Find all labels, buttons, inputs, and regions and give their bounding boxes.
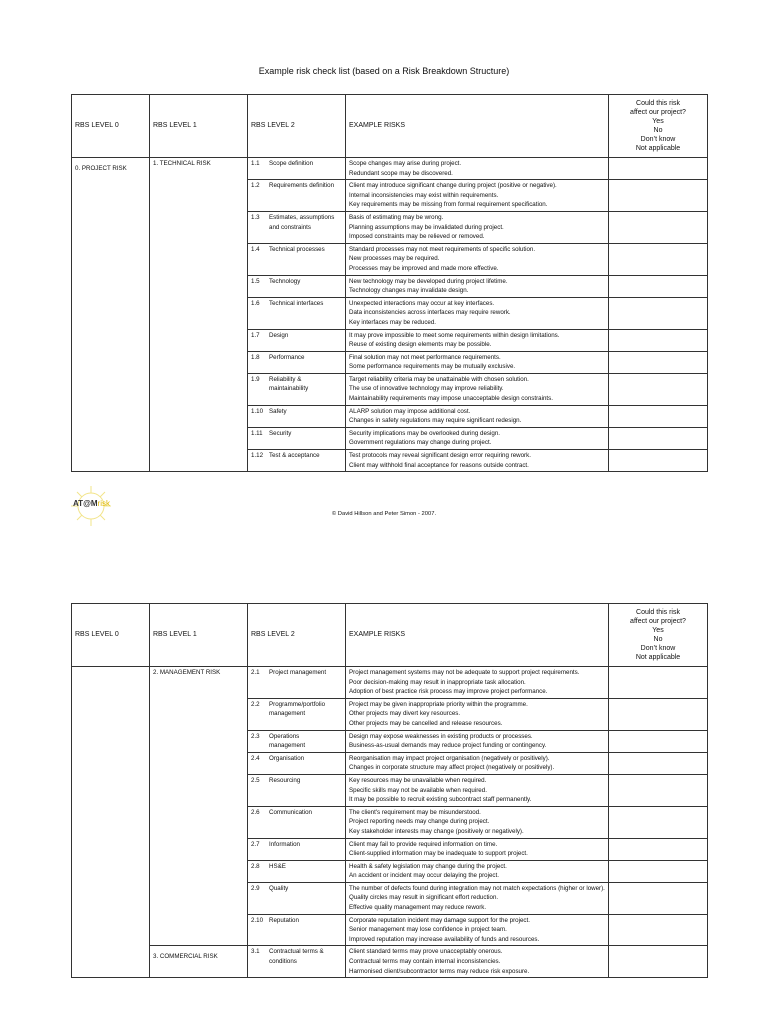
risk-table-2 xyxy=(71,603,708,978)
answer-cell xyxy=(609,158,708,180)
rbs-level-2-category: Contractual terms & conditions xyxy=(269,948,324,966)
example-risks-cell xyxy=(346,914,609,946)
example-risk-text: Improved reputation may increase availability of funds and resources. xyxy=(349,935,540,943)
example-risk-text: Quality circles may result in significant effort reduction. xyxy=(349,894,499,902)
answer-cell xyxy=(609,211,708,243)
example-risk-text: Client may fail to provide required information on time. xyxy=(349,840,498,848)
rbs-level-2-number: 2.4 xyxy=(251,754,260,762)
example-risk-text: Planning assumptions may be invalidated during project. xyxy=(349,223,504,231)
header-question-line: affect our project? xyxy=(630,618,686,625)
example-risk-text: Harmonised client/subcontractor terms may reduce risk exposure. xyxy=(349,967,530,975)
example-risk-text: New processes may be required. xyxy=(349,255,440,263)
rbs-level-2-category: Programme/portfolio management xyxy=(269,700,326,718)
example-risk-text: It may be possible to recruit existing subcontract staff permanently. xyxy=(349,796,532,804)
rbs-level-2-cell xyxy=(248,946,346,978)
answer-cell xyxy=(609,180,708,212)
example-risk-text: Effective quality management may reduce rework. xyxy=(349,904,487,912)
rbs-level-2-cell xyxy=(248,180,346,212)
example-risk-text: Data inconsistencies across interfaces may require rework. xyxy=(349,309,511,317)
example-risks-cell xyxy=(346,730,609,752)
rbs-level-1-label: 1. TECHNICAL RISK xyxy=(153,160,211,167)
rbs-level-2-category: Requirements definition xyxy=(269,182,335,190)
table-header-row xyxy=(72,95,708,158)
example-risk-text: Final solution may not meet performance requirements. xyxy=(349,353,501,361)
rbs-level-2-cell xyxy=(248,860,346,882)
example-risk-text: Client-supplied information may be inadequate to support project. xyxy=(349,850,528,858)
example-risk-text: Client may withhold final acceptance for reasons outside contract. xyxy=(349,461,529,469)
example-risk-text: Corporate reputation incident may damage support for the project. xyxy=(349,916,530,924)
answer-cell xyxy=(609,774,708,806)
example-risk-text: Adoption of best practice risk process may improve project performance. xyxy=(349,688,548,696)
example-risk-text: Basis of estimating may be wrong. xyxy=(349,213,444,221)
example-risks-cell xyxy=(346,373,609,405)
document-title: Example risk check list (based on a Risk Breakdown Structure) xyxy=(258,66,510,76)
header-rbs-level-0: RBS LEVEL 0 xyxy=(72,604,150,667)
example-risks-cell xyxy=(346,882,609,914)
rbs-level-2-cell xyxy=(248,838,346,860)
rbs-level-2-category: Quality xyxy=(269,884,289,892)
rbs-level-2-cell xyxy=(248,752,346,774)
rbs-level-2-number: 2.10 xyxy=(251,916,264,924)
example-risks-cell xyxy=(346,806,609,838)
example-risk-text: It may prove impossible to meet some requirements within design limitations. xyxy=(349,331,560,339)
answer-cell xyxy=(609,275,708,297)
header-rbs-level-0: RBS LEVEL 0 xyxy=(72,95,150,158)
example-risk-text: Target reliability criteria may be unattainable with chosen solution. xyxy=(349,375,529,383)
rbs-level-2-category: Performance xyxy=(269,353,305,361)
example-risk-text: Contractual terms may contain internal inconsistencies. xyxy=(349,958,501,966)
example-risk-text: Some performance requirements may be mutually exclusive. xyxy=(349,363,516,371)
rbs-level-2-category: Technical interfaces xyxy=(269,299,324,307)
header-rbs-level-2: RBS LEVEL 2 xyxy=(248,604,346,667)
rbs-level-2-cell xyxy=(248,275,346,297)
rbs-level-2-cell xyxy=(248,450,346,472)
example-risks-cell xyxy=(346,752,609,774)
rbs-level-2-number: 1.8 xyxy=(251,353,260,361)
rbs-level-1-label: 2. MANAGEMENT RISK xyxy=(153,669,221,676)
example-risk-text: The number of defects found during integration may not match expectations (higher or lower). xyxy=(349,884,605,892)
example-risk-text: Specific skills may not be available when required. xyxy=(349,786,487,794)
example-risks-cell xyxy=(346,946,609,978)
example-risk-text: Technology changes may invalidate design. xyxy=(349,287,469,295)
example-risks-cell xyxy=(346,774,609,806)
answer-cell xyxy=(609,806,708,838)
table-row xyxy=(72,667,708,699)
header-rbs-level-2: RBS LEVEL 2 xyxy=(248,95,346,158)
answer-cell xyxy=(609,860,708,882)
header-question-line: Could this risk xyxy=(636,609,680,616)
rbs-level-2-cell xyxy=(248,211,346,243)
header-question-line: Don’t know xyxy=(640,645,676,652)
example-risks-cell xyxy=(346,243,609,275)
example-risk-text: Changes in corporate structure may affect project (negatively or positively). xyxy=(349,764,555,772)
rbs-level-2-number: 2.5 xyxy=(251,776,260,784)
example-risks-cell xyxy=(346,427,609,449)
answer-cell xyxy=(609,329,708,351)
logo-wordmark xyxy=(73,499,110,508)
rbs-level-2-category: Reputation xyxy=(269,916,299,924)
rbs-level-1-cell xyxy=(150,667,248,946)
header-question-line: No xyxy=(653,127,663,134)
rbs-level-1-cell xyxy=(150,158,248,472)
rbs-level-2-number: 1.6 xyxy=(251,299,260,307)
example-risk-text: Key resources may be unavailable when required. xyxy=(349,776,487,784)
example-risks-cell xyxy=(346,450,609,472)
example-risk-text: Redundant scope may be discovered. xyxy=(349,169,453,177)
table-header-row xyxy=(72,604,708,667)
answer-cell xyxy=(609,698,708,730)
example-risks-cell xyxy=(346,297,609,329)
example-risks-cell xyxy=(346,158,609,180)
example-risk-text: Client standard terms may prove unacceptably onerous. xyxy=(349,948,503,956)
rbs-level-2-category: Safety xyxy=(269,407,287,415)
rbs-level-2-number: 1.10 xyxy=(251,407,264,415)
rbs-level-2-number: 1.4 xyxy=(251,245,260,253)
example-risks-cell xyxy=(346,351,609,373)
answer-cell xyxy=(609,752,708,774)
header-question-line: Don’t know xyxy=(640,136,676,143)
rbs-level-2-category: Design xyxy=(269,331,289,339)
example-risks-cell xyxy=(346,275,609,297)
example-risk-text: Processes may be improved and made more effective. xyxy=(349,264,499,272)
rbs-level-2-number: 2.6 xyxy=(251,808,260,816)
rbs-level-2-cell xyxy=(248,698,346,730)
copyright-footer: © David Hillson and Peter Simon - 2007. xyxy=(331,511,437,517)
example-risk-text: Imposed constraints may be relieved or removed. xyxy=(349,233,485,241)
example-risk-text: Scope changes may arise during project. xyxy=(349,160,462,167)
header-question-line: Yes xyxy=(652,627,664,634)
example-risk-text: Senior management may lose confidence in project team. xyxy=(349,926,507,934)
header-question xyxy=(609,604,708,667)
example-risks-cell xyxy=(346,329,609,351)
rbs-level-2-category: Organisation xyxy=(269,754,305,762)
rbs-level-2-category: Resourcing xyxy=(269,776,301,784)
example-risk-text: Internal inconsistencies may exist within requirements. xyxy=(349,191,499,199)
rbs-level-2-number: 2.1 xyxy=(251,669,260,676)
rbs-level-2-category: HS&E xyxy=(269,862,286,870)
example-risks-cell xyxy=(346,405,609,427)
example-risks-cell xyxy=(346,180,609,212)
example-risks-cell xyxy=(346,667,609,699)
header-question-line: Not applicable xyxy=(635,145,681,152)
risk-table-1 xyxy=(71,94,708,472)
example-risk-text: Security implications may be overlooked during design. xyxy=(349,429,500,437)
rbs-level-2-number: 2.3 xyxy=(251,732,260,740)
rbs-level-1-cell xyxy=(150,946,248,978)
example-risk-text: Project reporting needs may change during project. xyxy=(349,818,490,826)
answer-cell xyxy=(609,427,708,449)
rbs-level-2-cell xyxy=(248,774,346,806)
header-rbs-level-1: RBS LEVEL 1 xyxy=(150,95,248,158)
example-risk-text: Government regulations may change during project. xyxy=(349,439,492,447)
example-risk-text: New technology may be developed during project lifetime. xyxy=(349,277,508,285)
rbs-level-2-category: Security xyxy=(269,429,292,437)
example-risk-text: Health & safety legislation may change during the project. xyxy=(349,862,507,870)
example-risk-text: Business-as-usual demands may reduce project funding or contingency. xyxy=(349,742,547,750)
logo-sub-text: risk xyxy=(97,499,110,508)
example-risk-text: Key interfaces may be reduced. xyxy=(349,318,437,326)
rbs-level-2-number: 2.8 xyxy=(251,862,260,870)
rbs-level-2-category: Test & acceptance xyxy=(269,452,320,460)
header-question-line: Not applicable xyxy=(635,654,681,661)
rbs-level-2-number: 1.3 xyxy=(251,213,260,221)
rbs-level-2-number: 1.7 xyxy=(251,331,260,339)
rbs-level-0-cell xyxy=(72,667,150,978)
rbs-level-2-cell xyxy=(248,427,346,449)
example-risk-text: An accident or incident may occur delaying the project. xyxy=(349,872,499,880)
rbs-level-2-number: 1.5 xyxy=(251,277,260,285)
rbs-level-2-cell xyxy=(248,730,346,752)
answer-cell xyxy=(609,838,708,860)
example-risk-text: Client may introduce significant change during project (positive or negative). xyxy=(349,182,557,190)
rbs-level-2-category: Communication xyxy=(269,808,312,816)
example-risk-text: Project management systems may not be adequate to support project requirements. xyxy=(349,669,580,676)
answer-cell xyxy=(609,730,708,752)
example-risk-text: The client's requirement may be misunderstood. xyxy=(349,808,481,816)
rbs-level-2-cell xyxy=(248,405,346,427)
rbs-level-2-number: 1.9 xyxy=(251,375,260,383)
example-risks-cell xyxy=(346,838,609,860)
rbs-level-2-cell xyxy=(248,806,346,838)
example-risk-text: Other projects may be cancelled and release resources. xyxy=(349,719,503,727)
answer-cell xyxy=(609,405,708,427)
rbs-level-2-cell xyxy=(248,882,346,914)
rbs-level-2-cell xyxy=(248,351,346,373)
answer-cell xyxy=(609,297,708,329)
table-row xyxy=(72,158,708,180)
example-risk-text: Design may expose weaknesses in existing products or processes. xyxy=(349,732,533,740)
rbs-level-2-category: Estimates, assumptions and constraints xyxy=(269,213,335,231)
rbs-level-2-category: Operations management xyxy=(269,732,306,750)
rbs-level-2-cell xyxy=(248,297,346,329)
rbs-level-2-number: 1.12 xyxy=(251,452,264,460)
rbs-level-0-cell: 0. PROJECT RISK xyxy=(72,158,150,472)
rbs-level-2-number: 1.11 xyxy=(251,429,263,437)
rbs-level-2-cell xyxy=(248,329,346,351)
rbs-level-1-label: 3. COMMERCIAL RISK xyxy=(153,953,218,961)
rbs-level-2-cell xyxy=(248,158,346,180)
rbs-level-2-cell xyxy=(248,914,346,946)
rbs-level-2-cell xyxy=(248,667,346,699)
rbs-level-2-category: Technology xyxy=(269,277,301,285)
example-risk-text: The use of innovative technology may improve reliability. xyxy=(349,385,504,393)
example-risk-text: Standard processes may not meet requirements of specific solution. xyxy=(349,245,536,253)
answer-cell xyxy=(609,243,708,275)
rbs-level-2-cell xyxy=(248,373,346,405)
table-row xyxy=(72,946,708,978)
answer-cell xyxy=(609,882,708,914)
header-question-line: No xyxy=(653,636,663,643)
header-question-line: affect our project? xyxy=(630,109,686,116)
rbs-level-2-category: Reliability & maintainability xyxy=(269,375,309,393)
header-question-line: Yes xyxy=(652,118,664,125)
rbs-level-2-number: 1.2 xyxy=(251,182,260,190)
answer-cell xyxy=(609,450,708,472)
example-risk-text: ALARP solution may impose additional cost. xyxy=(349,407,471,415)
example-risk-text: Poor decision-making may result in inappropriate task allocation. xyxy=(349,678,526,686)
example-risk-text: Test protocols may reveal significant design error requiring rework. xyxy=(349,452,531,460)
example-risk-text: Maintainability requirements may impose unacceptable design constraints. xyxy=(349,395,553,403)
rbs-level-2-category: Project management xyxy=(269,669,327,676)
header-example-risks: EXAMPLE RISKS xyxy=(346,604,609,667)
header-example-risks: EXAMPLE RISKS xyxy=(346,95,609,158)
header-question xyxy=(609,95,708,158)
rbs-level-2-number: 2.7 xyxy=(251,840,260,848)
header-question-line: Could this risk xyxy=(636,100,680,107)
example-risk-text: Other projects may divert key resources. xyxy=(349,710,461,718)
rbs-level-2-number: 3.1 xyxy=(251,948,260,956)
rbs-level-2-number: 2.9 xyxy=(251,884,260,892)
example-risk-text: Project may be given inappropriate priority within the programme. xyxy=(349,700,528,708)
example-risk-text: Key stakeholder interests may change (positively or negatively). xyxy=(349,827,524,835)
example-risks-cell xyxy=(346,698,609,730)
rbs-level-2-category: Information xyxy=(269,840,300,848)
example-risk-text: Unexpected interactions may occur at key interfaces. xyxy=(349,299,495,307)
rbs-level-2-cell xyxy=(248,243,346,275)
example-risk-text: Reuse of existing design elements may be possible. xyxy=(349,341,492,349)
logo-main-text: AT@M xyxy=(73,499,98,508)
rbs-level-2-category: Scope definition xyxy=(269,160,314,167)
answer-cell xyxy=(609,351,708,373)
header-rbs-level-1: RBS LEVEL 1 xyxy=(150,604,248,667)
rbs-level-2-category: Technical processes xyxy=(269,245,325,253)
answer-cell xyxy=(609,667,708,699)
example-risk-text: Key requirements may be missing from formal requirement specification. xyxy=(349,201,548,209)
example-risk-text: Changes in safety regulations may require significant redesign. xyxy=(349,417,522,425)
example-risks-cell xyxy=(346,860,609,882)
rbs-level-2-number: 2.2 xyxy=(251,700,260,708)
example-risks-cell xyxy=(346,211,609,243)
rbs-level-2-number: 1.1 xyxy=(251,160,260,167)
answer-cell xyxy=(609,946,708,978)
example-risk-text: Reorganisation may impact project organisation (negatively or positively). xyxy=(349,754,550,762)
answer-cell xyxy=(609,914,708,946)
answer-cell xyxy=(609,373,708,405)
